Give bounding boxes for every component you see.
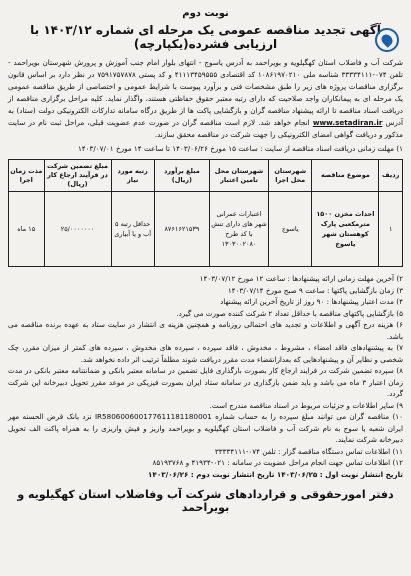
list-item: ۱۲) اطلاعات تماس جهت انجام مراحل عضویت در سامانه : ۰۲۱-۴۱۹۳۴ و ۸۵۱۹۳۷۶۸ (152, 458, 403, 467)
list-item: ۴) مدت اعتبار پیشنهادها : ۹۰ روز از تاریخ آخرین ارائه پیشنهاد (220, 297, 403, 306)
col-header-guarantee: مبلغ تضمین شرکت در فرآیند ارجاع کار (ریال) (44, 160, 111, 192)
intro-text: شرکت آب و فاضلاب استان کهگیلویه و بویراحمد به آدرس یاسوج - انتهای بلوار امام جنب آموزش و پرورش شهرستان بویراحمد - تلفن ۰۷۴-۳۳۳۳۴۱۱۱ شناسه ملی ۱۰۸۶۱۹۷۰۲۱۰ کد اقتصادی ۴۱۱۱۳۴۵۹۵۵۵ و کد پستی ۷۵۹۱۷۵۷۸۷۸ در نظر دارد بر اساس قانون برگزاری مناقصات پروژه های زیر را طبق مشخصات فنی و برآورد پیوست با شرایط عمومی و اختصاصی از طریق مناقصه عمومی یک مرحله ای به پیمانکاران واجد صلاحیت که دارای رتبه معتبر حقوق حفاظتی هستند، واگذار نماید. (8, 58, 403, 103)
cell-subject: احداث مخزن ۱۵۰۰ مترمکعبی پارک کوهستان شهر یاسوج (312, 192, 379, 267)
issuer-footer: دفتر امورحقوقی و قراردادهای شرکت آب وفاضلاب استان کهگیلویه و بویراحمد (17, 488, 394, 514)
col-header-row: ردیف (379, 160, 403, 192)
col-header-city: شهرستان محل اجرا (269, 160, 312, 192)
cell-funding: اعتبارات عمرانی شهر های دارای تنش با کد طرح ۱۳۰۳۰۰۲۰۸۰ (209, 192, 268, 267)
cell-duration: ۱۵ ماه (9, 192, 45, 267)
cell-estimate: ۸۷۶۱۶۲۱۵۳۹ (154, 192, 209, 267)
table-header-row (9, 160, 403, 192)
list-item: ۲) آخرین مهلت زمانی ارائه پیشنهادها : ساعت ۱۲ مورخ ۱۴۰۳/۰۷/۱۲ (199, 274, 403, 283)
setad-url-link[interactable]: www.setadiran.ir (312, 118, 383, 127)
conditions-list (8, 273, 403, 480)
cell-grade: حداقل رتبه ۵ آب و یا آبیاری (111, 192, 154, 267)
deadline-line: ۱) مهلت زمانی دریافت اسناد مناقصه از سایت : ساعت ۱۵ مورخ ۱۴۰۳/۰۶/۲۶ تا ساعت ۱۴ مورخ ۱۴۰۳/۰۷/۰۱ (77, 144, 403, 153)
table-row (9, 192, 403, 267)
intro-text-3: انجام خواهد شد. لازم است مناقصه گران در صورت عدم عضویت قبلی، مراحل ثبت نام در سایت مذکور و دریافت گواهی امضای الکترونیکی را جهت شرکت در مناقصه محقق سازند. (8, 118, 403, 139)
cell-guarantee: ۲۵/۰۰۰۰۰۰۰ (44, 192, 111, 267)
list-item: ۷) به پیشنهادهای فاقد امضاء ، مشروط ، مخدوش ، فاقد سپرده ، سپرده های مخدوش ، سپرده های کمتر از میزان مقرر، چک شخصی و نظایر آن و پیشنهادهایی که بعدازانقضاء مدت مقرر دریافت شوند مطلقاً ترتیب اثر داده نخواهد شد. (8, 343, 403, 364)
col-header-subject: موضوع مناقصه (312, 160, 379, 192)
publication-badge: نوبت دوم (182, 8, 229, 19)
list-item: ۱۱) اطلاعات تماس دستگاه مناقصه گزار : تلفن ۰۷۴-۳۳۳۳۴۱۱۱ (214, 446, 403, 456)
intro-paragraph (8, 57, 403, 141)
intro-text-2: کلیه مراحل برگزاری مناقصه از دریافت اسناد مناقصه تا ارائه پیشنهاد مناقصه گران و بازگشایی پاکت ها از طریق درگاه سامانه تدارکات الکترونیکی دولت (ستاد) به آدرس (8, 94, 404, 127)
notice-title: آگهی تجدید مناقصه عمومی یک مرحله ای شماره ۱۴۰۳/۱۲ با ارزیابی فشرده(یکپارچه) (30, 23, 381, 51)
col-header-grade: رتبه مورد نیاز (111, 160, 154, 192)
cell-city: یاسوج (269, 192, 312, 267)
list-item: ۸) سپرده تضمین شرکت در فرایند ارجاع کار بصورت بارگذاری فایل تضمین در سامانه معتبر بانکی و ضمانتنامه معتبر بانکی در مدت زمان اعتبار ۳ ماه می باشد و باید ضمن بارگذاری در سامانه ستاد ایران بصورت فیزیکی در موعد مقرر تحویل دبیرخانه این شرکت گردد. (8, 366, 403, 398)
col-header-duration: مدت زمان اجرا (9, 160, 45, 192)
publication-dates: تاریخ انتشار نوبت اول : ۱۴۰۳/۰۶/۲۵ تاریخ انتشار نوبت دوم : ۱۴۰۳/۰۶/۲۶ (148, 469, 403, 479)
list-item: ۱۰) مناقصه گران می توانند مبلغ سپرده را به حساب شماره IR580600600177611181180001 نزد بانک قرض الحسنه مهر ایران شعبه یا سوج به نام شرکت آب و فاضلاب استان کهگیلویه و بویراحمد واریز و فیش واریزی را به همراه پاکت الف تحویل دبیرخانه شرکت نمایند. (8, 412, 403, 444)
col-header-estimate: مبلغ برآورد (ریال) (154, 160, 209, 192)
list-item: ۵) بازگشایی پاکتهای مناقصه با حداقل تعداد ۲ شرکت کننده صورت می گیرد. (176, 308, 403, 318)
water-company-logo-icon (375, 28, 399, 52)
col-header-funding: شهرستان محل تامین اعتبار (209, 160, 268, 192)
list-item: ۳) زمان بازگشایی پاکتها : ساعت ۹ صبح مورخ ۱۴۰۳/۰۷/۱۴ (227, 285, 403, 295)
cell-row: ۱ (379, 192, 403, 267)
tender-table (8, 159, 403, 267)
list-item: ۹) سایر اطلاعات و جزئیات مربوط در اسناد مناقصه مندرج است. (209, 400, 403, 410)
list-item: ۶) هزینه درج آگهی و اطلاعات و تجدید های احتمالی روزنامه و همچنین هزینه ی انتشار در سایت ستاد به عهده برنده مناقصه می باشد. (8, 320, 403, 341)
